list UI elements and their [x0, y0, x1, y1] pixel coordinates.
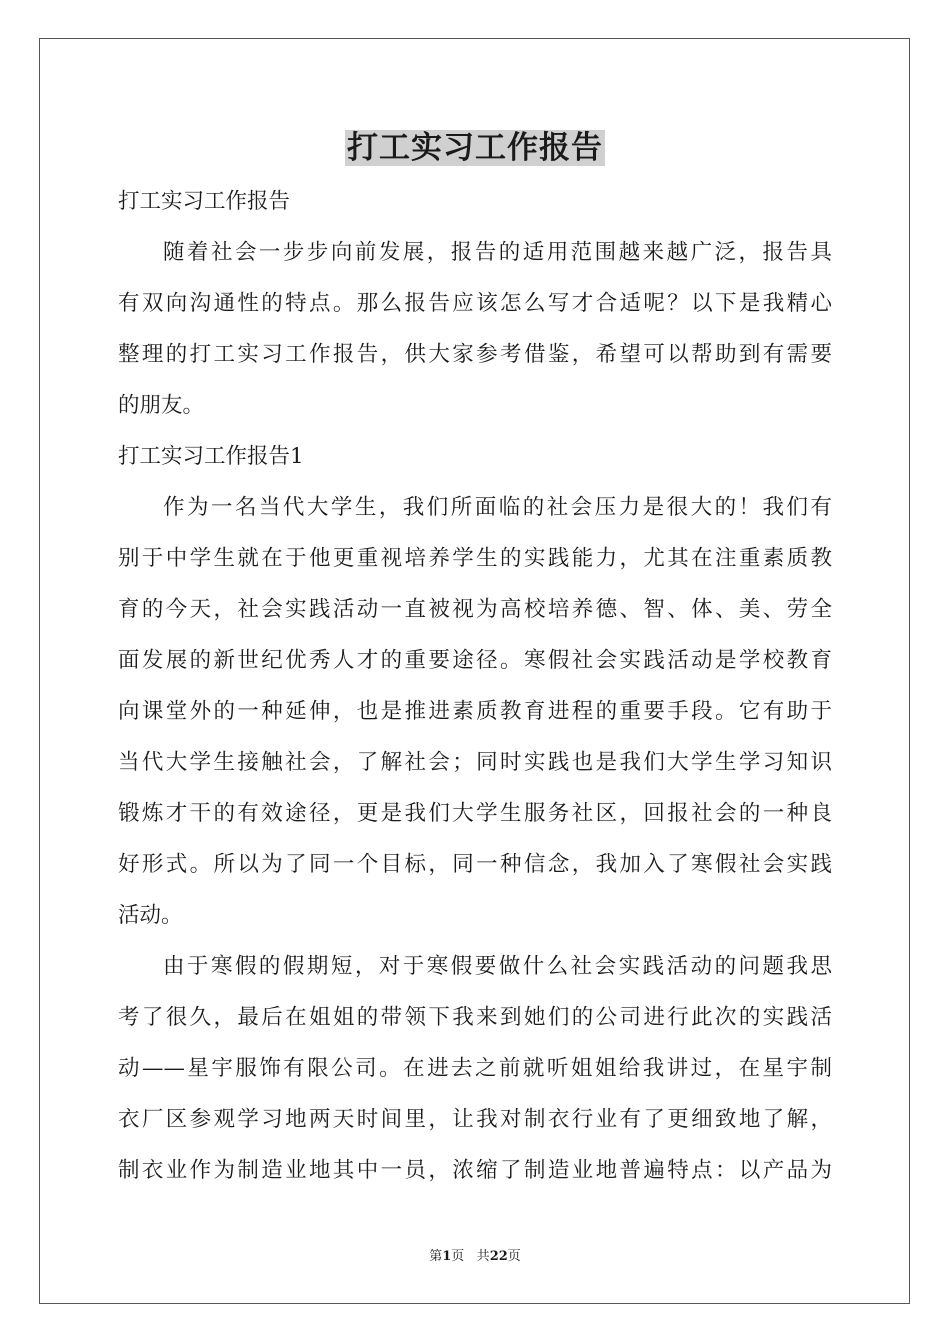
- body-text-line: 衣厂区参观学习地两天时间里，让我对制衣行业有了更细致地了解，: [118, 1107, 832, 1132]
- body-text-line: 作为一名当代大学生，我们所面临的社会压力是很大的！我们有: [163, 495, 832, 520]
- page-total-suffix: 页: [507, 1249, 521, 1264]
- body-text-line: 动——星宇服饰有限公司。在进去之前就听姐姐给我讲过，在星宇制: [118, 1056, 832, 1081]
- body-text-line: 打工实习工作报告1: [118, 444, 304, 469]
- body-text-line: 锻炼才干的有效途径，更是我们大学生服务社区，回报社会的一种良: [118, 801, 832, 826]
- document-title: [0, 126, 950, 170]
- body-text-line: 随着社会一步步向前发展，报告的适用范围越来越广泛，报告具: [163, 240, 832, 265]
- body-text-line: 当代大学生接触社会，了解社会；同时实践也是我们大学生学习知识: [118, 750, 832, 775]
- document-body: [118, 176, 832, 1196]
- body-text-line: 育的今天，社会实践活动一直被视为高校培养德、智、体、美、劳全: [118, 597, 832, 622]
- body-text-line: 别于中学生就在于他更重视培养学生的实践能力，尤其在注重素质教: [118, 546, 832, 571]
- body-text-line: 打工实习工作报告: [118, 189, 291, 214]
- page-footer: [0, 1248, 950, 1266]
- body-text-line: 由于寒假的假期短，对于寒假要做什么社会实践活动的问题我思: [163, 954, 832, 979]
- body-text-line: 有双向沟通性的特点。那么报告应该怎么写才合适呢？以下是我精心: [118, 291, 832, 316]
- body-text-line: 面发展的新世纪优秀人才的重要途径。寒假社会实践活动是学校教育: [118, 648, 832, 673]
- body-text-line: 考了很久，最后在姐姐的带领下我来到她们的公司进行此次的实践活: [118, 1005, 832, 1030]
- body-text-line: 活动。: [118, 903, 183, 928]
- body-text-line: 向课堂外的一种延伸，也是推进素质教育进程的重要手段。它有助于: [118, 699, 832, 724]
- body-text-line: 制衣业作为制造业地其中一员，浓缩了制造业地普遍特点：以产品为: [118, 1158, 832, 1183]
- body-text-line: 整理的打工实习工作报告，供大家参考借鉴，希望可以帮助到有需要: [118, 342, 832, 367]
- page-number-current: 1: [442, 1249, 452, 1264]
- body-text-line: 好形式。所以为了同一个目标，同一种信念，我加入了寒假社会实践: [118, 852, 832, 877]
- page-total-count: 22: [489, 1249, 508, 1264]
- page-total-prefix: 共: [476, 1249, 490, 1264]
- document-title-text: 打工实习工作报告: [347, 130, 603, 166]
- page-number-prefix: 第: [429, 1249, 443, 1264]
- page-number-suffix: 页: [451, 1249, 465, 1264]
- body-text-line: 的朋友。: [118, 393, 205, 418]
